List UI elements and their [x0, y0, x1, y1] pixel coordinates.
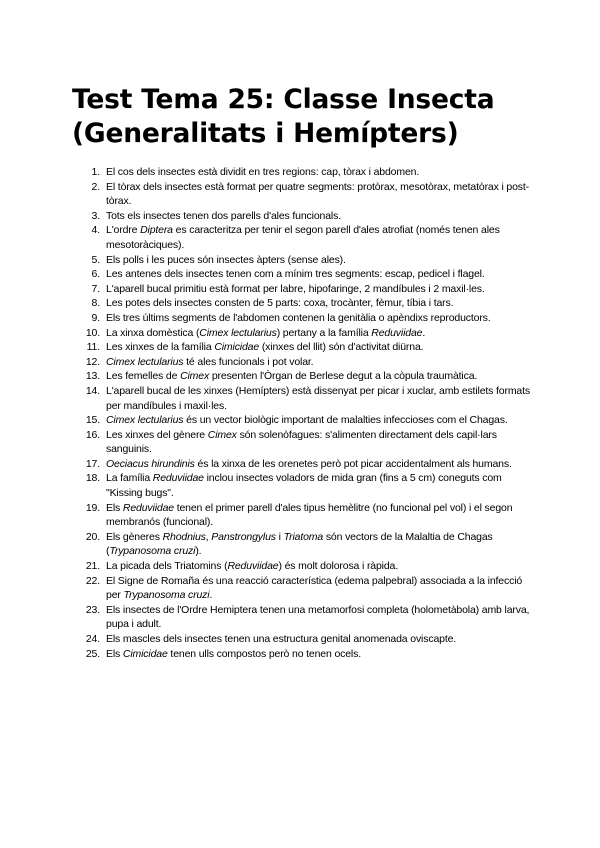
italic-term: Cimex lectularius	[106, 414, 184, 427]
text-run: Els mascles dels insectes tenen una estructura genital anomenada oviscapte.	[106, 633, 457, 645]
italic-term: Reduviidae	[122, 501, 174, 514]
text-run: Els	[106, 501, 123, 514]
text-run: .	[209, 589, 213, 602]
text-run: ) pertany a la família	[276, 326, 372, 339]
italic-term: Reduviidae	[152, 472, 204, 485]
question-item	[72, 574, 532, 603]
question-text	[106, 458, 512, 470]
question-text	[106, 648, 361, 660]
question-number: 19.	[85, 501, 100, 514]
text-run: La picada dels Triatomins (	[106, 560, 228, 573]
question-text	[106, 268, 485, 280]
text-run: L'aparell bucal de les xinxes (Hemípters) està dissenyat per picar i xuclar, amb estilets formats per mandíbules i maxil·les.	[106, 384, 530, 412]
question-number: 17.	[85, 457, 100, 470]
text-run: Les xinxes del gènere	[106, 428, 208, 441]
italic-term: Reduviidae	[227, 560, 279, 573]
question-item	[72, 311, 532, 326]
italic-term: Cimex	[180, 370, 210, 383]
question-text	[106, 254, 346, 266]
question-number: 25.	[85, 647, 100, 660]
text-run: La xinxa domèstica (	[106, 326, 200, 339]
text-run: Tots els insectes tenen dos parells d'ales funcionals.	[106, 209, 341, 222]
text-run: El tòrax dels insectes està format per quatre segments: protòrax, mesotòrax, metatòrax i post-tòrax.	[106, 180, 530, 208]
question-text	[106, 502, 512, 529]
question-number: 9.	[91, 311, 100, 324]
title-line-2: (Generalitats i Hemípters)	[72, 118, 459, 149]
question-number: 7.	[91, 282, 100, 295]
question-number: 15.	[85, 414, 100, 427]
question-text	[106, 327, 425, 339]
question-text	[106, 283, 485, 295]
text-run: tenen ulls compostos però no tenen ocels.	[167, 647, 361, 660]
italic-term: Rhodnius	[162, 530, 206, 543]
text-run: presenten l'Òrgan de Berlese degut a la còpula traumàtica.	[209, 370, 478, 383]
text-run: és un vector biològic important de malalties infeccioses com el Chagas.	[183, 414, 508, 427]
question-item	[72, 559, 532, 574]
question-text	[106, 181, 529, 208]
question-item	[72, 253, 532, 268]
italic-term: Cimex	[207, 428, 237, 441]
text-run: Els tres últims segments de l'abdomen contenen la genitàlia o apèndixs reproductors.	[106, 311, 491, 324]
page-title	[72, 83, 552, 151]
text-run: .	[422, 326, 426, 339]
question-item	[72, 296, 532, 311]
question-number: 1.	[91, 166, 100, 178]
text-run: Els insectes de l'Ordre Hemiptera tenen una metamorfosi completa (holometàbola) amb larva, pupa i adult.	[106, 603, 530, 631]
italic-term: Trypanosoma cruzi	[123, 589, 210, 602]
question-text	[106, 531, 493, 558]
question-number: 10.	[85, 326, 100, 339]
text-run: ,	[205, 530, 212, 543]
question-item	[72, 282, 532, 297]
question-item	[72, 180, 532, 209]
question-text	[106, 370, 477, 382]
question-text	[106, 633, 456, 645]
question-item	[72, 340, 532, 355]
question-item	[72, 647, 532, 662]
question-number: 16.	[85, 428, 100, 441]
question-item	[72, 384, 532, 413]
question-text	[106, 166, 419, 178]
text-run: Les potes dels insectes consten de 5 parts: coxa, trocànter, fèmur, tíbia i tars.	[106, 297, 454, 310]
question-number: 3.	[91, 209, 100, 222]
question-item	[72, 632, 532, 647]
italic-term: Diptera	[140, 224, 173, 237]
text-run: Les xinxes de la família	[106, 341, 215, 354]
question-number: 13.	[85, 370, 100, 383]
italic-term: Panstrongylus	[211, 530, 276, 543]
question-text	[106, 356, 313, 368]
text-run: El cos dels insectes està dividit en tres regions: cap, tòrax i abdomen.	[106, 166, 420, 178]
question-text	[106, 341, 423, 353]
question-text	[106, 385, 530, 412]
question-number: 5.	[91, 253, 100, 266]
text-run: tenen el primer parell d'ales tipus hemèlitre (no funcional pel vol) i el segon membranós (funcional).	[106, 501, 513, 529]
question-item	[72, 530, 532, 559]
question-number: 24.	[85, 633, 100, 645]
question-number: 12.	[85, 355, 100, 368]
question-item	[72, 369, 532, 384]
italic-term: Cimicidae	[214, 341, 260, 354]
question-text	[106, 224, 500, 251]
question-item	[72, 501, 532, 530]
text-run: ).	[195, 545, 202, 558]
question-text	[106, 210, 341, 222]
text-run: Els gèneres	[106, 530, 163, 543]
question-text	[106, 429, 497, 456]
question-number: 8.	[91, 297, 100, 310]
question-item	[72, 603, 532, 632]
question-item	[72, 209, 532, 224]
italic-term: Cimex lectularius	[106, 355, 184, 368]
text-run: es caracteritza per tenir el segon parell d'ales atrofiat (només tenen ales mesotoràciques).	[106, 224, 500, 251]
text-run: Els	[106, 647, 123, 660]
question-item	[72, 267, 532, 282]
italic-term: Triatoma	[283, 530, 324, 543]
question-number: 6.	[91, 268, 100, 281]
question-number: 20.	[85, 530, 100, 543]
question-item	[72, 326, 532, 341]
question-number: 2.	[91, 180, 100, 193]
question-text	[106, 575, 522, 602]
text-run: són solenòfagues: s'alimenten directament dels capil·lars sanguinis.	[106, 428, 497, 456]
text-run: té ales funcionals i pot volar.	[183, 355, 314, 368]
text-run: inclou insectes voladors de mida gran (fins a 5 cm) coneguts com "Kissing bugs".	[106, 472, 502, 500]
text-run: Les femelles de	[106, 370, 181, 383]
text-run: i	[275, 530, 284, 543]
question-number: 23.	[85, 603, 100, 616]
text-run: L'aparell bucal primitiu està format per labre, hipofaringe, 2 mandíbules i 2 maxil·les.	[106, 282, 485, 295]
question-item	[72, 413, 532, 428]
italic-term: Cimicidae	[122, 647, 168, 660]
question-text	[106, 472, 502, 499]
text-run: (xinxes del llit) són d'activitat diürna.	[259, 341, 424, 354]
question-text	[106, 414, 508, 426]
question-list	[72, 165, 532, 661]
question-item	[72, 457, 532, 472]
question-number: 14.	[85, 384, 100, 397]
question-text	[106, 312, 491, 324]
text-run: El Signe de Romaña és una reacció característica (edema palpebral) associada a la infecció per	[106, 574, 523, 602]
question-number: 22.	[85, 574, 100, 587]
question-number: 4.	[91, 224, 100, 237]
title-line-1: Test Tema 25: Classe Insecta	[72, 84, 495, 115]
question-number: 21.	[85, 560, 100, 573]
text-run: són vectors de la Malaltia de Chagas (	[106, 530, 493, 558]
text-run: ) és molt dolorosa i ràpida.	[278, 560, 399, 573]
question-item	[72, 471, 532, 500]
text-run: Les antenes dels insectes tenen com a mínim tres segments: escap, pedicel i flagel.	[106, 268, 485, 281]
question-item	[72, 165, 532, 180]
question-text	[106, 560, 398, 572]
question-number: 11.	[86, 341, 100, 354]
text-run: Els polls i les puces són insectes àpters (sense ales).	[106, 253, 346, 266]
italic-term: Trypanosoma cruzi	[109, 545, 196, 558]
text-run: L'ordre	[106, 224, 141, 237]
question-item	[72, 428, 532, 457]
italic-term: Reduviidae	[371, 326, 423, 339]
question-text	[106, 604, 529, 631]
italic-term: Oeciacus hirundinis	[106, 457, 195, 470]
italic-term: Cimex lectularius	[199, 326, 277, 339]
text-run: La família	[106, 472, 153, 485]
question-item	[72, 355, 532, 370]
question-item	[72, 223, 532, 252]
question-text	[106, 297, 453, 309]
question-number: 18.	[85, 472, 100, 485]
text-run: és la xinxa de les orenetes però pot picar accidentalment als humans.	[194, 457, 512, 470]
